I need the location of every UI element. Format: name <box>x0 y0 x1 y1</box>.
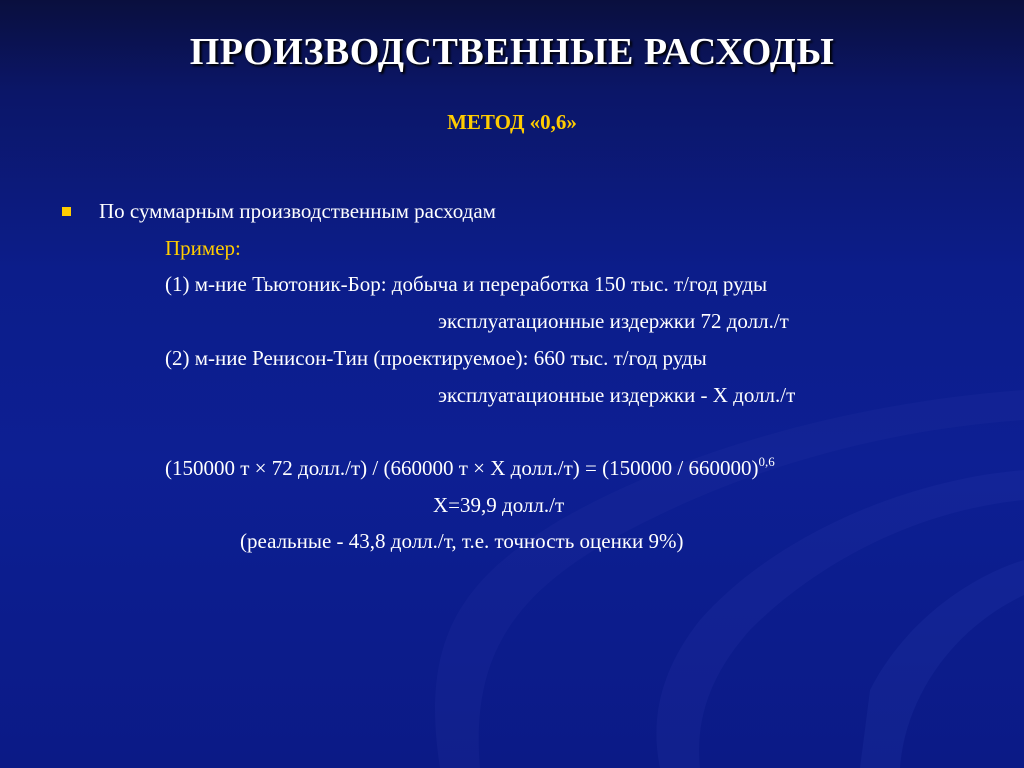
formula-text: (150000 т × 72 долл./т) / (660000 т × Х долл./т) = (150000 / 660000) <box>165 456 759 480</box>
bullet-text: По суммарным производственным расходам <box>99 199 496 223</box>
example-line-2: (2) м-ние Ренисон-Тин (проектируемое): 660 тыс. т/год руды <box>165 346 707 370</box>
formula-exponent: 0,6 <box>758 454 775 469</box>
slide-title: ПРОИЗВОДСТВЕННЫЕ РАСХОДЫ <box>189 31 835 73</box>
slide-subtitle: МЕТОД «0,6» <box>447 110 577 134</box>
formula-result: Х=39,9 долл./т <box>433 493 565 517</box>
accuracy-note: (реальные - 43,8 долл./т, т.е. точность оценки 9%) <box>240 529 684 553</box>
example-label: Пример: <box>165 236 241 260</box>
bullet-square-icon <box>62 207 71 216</box>
example-line-2-costs: эксплуатационные издержки - Х долл./т <box>438 383 796 407</box>
example-line-1-costs: эксплуатационные издержки 72 долл./т <box>438 309 789 333</box>
example-line-1: (1) м-ние Тьютоник-Бор: добыча и переработка 150 тыс. т/год руды <box>165 272 768 296</box>
formula <box>165 456 775 481</box>
